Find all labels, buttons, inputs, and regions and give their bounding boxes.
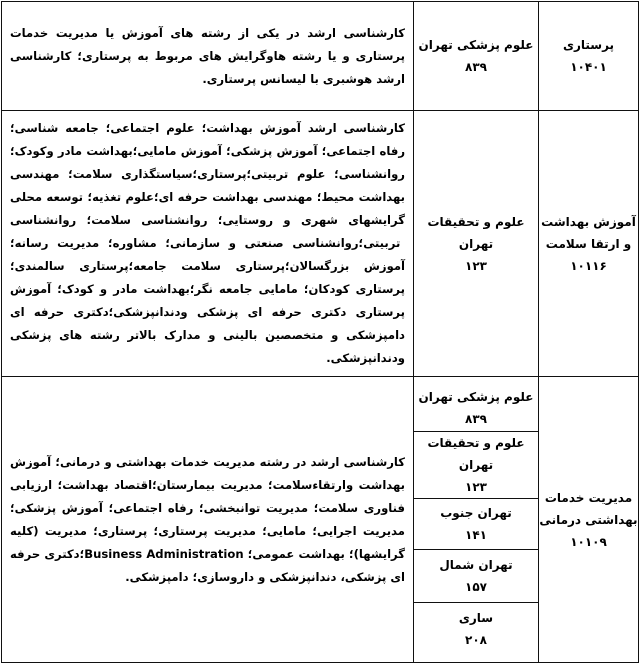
university-code: ۱۴۱ <box>465 527 487 542</box>
requirement-line: کارشناسی ارشد در رشته مدیریت خدمات بهداشتی و درمانی؛ آموزش بهداشت <box>10 454 405 492</box>
requirement-line: مدیریت پرستاری؛ پرستاری؛ مدیریت (کلیه گرایشها)؛ بهداشت عمومی؛ Business <box>10 523 405 561</box>
requirement-line: Administration؛دکتری حرفه ای پزشکی، دندانپزشکی و داروسازی؛ دامپزشکی. <box>10 546 405 584</box>
university-code: ۱۲۳ <box>465 258 487 273</box>
university-name: تهران <box>458 236 494 251</box>
program-name: پرستاری <box>562 38 615 52</box>
table-row-nursing <box>2 2 639 111</box>
requirement-line: مامایی جامعه نگر؛بهداشت مادر و کودک؛ آموزش پرستاری دکتری حرفه ای پزشکی <box>10 282 405 319</box>
university-code: ۸۳۹ <box>465 60 487 74</box>
program-name: بهداشتی درمانی <box>539 512 638 527</box>
university-name: ساری <box>458 610 494 625</box>
requirement-line: حرفه ای؛علوم تغذیه؛ توسعه محلی گرایشهای شهری و روستایی؛ روانشناسی <box>10 190 405 227</box>
program-cell <box>539 111 639 377</box>
program-name: مدیریت خدمات <box>544 490 633 505</box>
program-code: ۱۰۴۰۱ <box>570 60 607 74</box>
table-row-health-services-management <box>2 377 639 663</box>
requirements-cell <box>2 2 414 111</box>
university-code: ۱۵۷ <box>465 579 487 594</box>
admission-requirements-document <box>1 1 639 647</box>
requirement-line: لیسانس پرستاری. <box>202 71 307 86</box>
requirements-cell <box>2 377 414 663</box>
university-list-cell <box>414 377 539 663</box>
program-code: ۱۰۱۰۹ <box>570 534 607 549</box>
requirement-line: سلامت؛ روانشناسی تربیتی؛روانشناسی صنعتی و سازمانی؛ مشاوره؛ مدیریت رسانه؛ <box>10 213 401 250</box>
university-item <box>414 431 538 498</box>
requirement-line: اجتماعی؛ آموزش پزشکی؛ آموزش مامایی؛بهداشت مادر وکودک؛ روانشناسی؛ علوم <box>10 144 405 181</box>
university-item <box>414 385 538 432</box>
university-name: علوم و تحقیقات <box>427 435 525 450</box>
requirement-line: کارشناسی ارشد آموزش بهداشت؛ علوم اجتماعی؛ جامعه شناسی؛ رفاه <box>10 121 406 158</box>
requirement-line: رشته هاوگرایش های مربوط به پرستاری؛ کارشناسی ارشد هوشبری با <box>10 48 405 86</box>
university-code: ۱۲۳ <box>465 479 487 494</box>
university-item <box>414 549 538 602</box>
requirement-line: رشته های پزشکی ودندانپزشکی. <box>10 328 405 365</box>
university-name: علوم پزشکی تهران <box>418 389 534 404</box>
requirement-line: آموزش بزرگسالان؛پرستاری سلامت جامعه؛پرستاری سالمندی؛ پرستاری کودکان؛ <box>10 259 405 296</box>
university-list <box>414 385 538 655</box>
university-cell <box>414 2 539 111</box>
requirement-line: ودندانپزشکی؛دکتری حرفه ای دامپزشکی و متخصصین بالینی و مدارک بالاتر <box>10 305 405 342</box>
university-name: تهران جنوب <box>440 505 512 520</box>
university-name: تهران <box>458 457 494 472</box>
program-cell <box>539 377 639 663</box>
requirements-cell <box>2 111 414 377</box>
university-cell <box>414 111 539 377</box>
program-name: آموزش بهداشت <box>541 214 636 229</box>
university-name: علوم پزشکی تهران <box>418 38 534 52</box>
requirement-line: مدیریت توانبخشی؛ رفاه اجتماعی؛ آموزش پزشکی؛ مدیریت اجرایی؛ مامایی؛ <box>10 500 405 538</box>
requirement-line: وارتقاءسلامت؛ مدیریت بیمارستان؛اقتصاد بهداشت؛ ارزیابی فناوری سلامت؛ <box>10 477 405 515</box>
program-code: ۱۰۱۱۶ <box>570 258 607 273</box>
university-name: علوم و تحقیقات <box>427 214 525 229</box>
program-cell <box>539 2 639 111</box>
requirement-line: تربیتی؛پرستاری؛سیاستگذاری سلامت؛ مهندسی بهداشت محیط؛ مهندسی بهداشت <box>10 167 406 204</box>
university-name: تهران شمال <box>439 557 513 572</box>
requirements-table <box>1 1 639 663</box>
program-name: و ارتقا سلامت <box>545 236 632 251</box>
university-item <box>414 602 538 655</box>
university-code: ۲۰۸ <box>465 632 487 647</box>
university-code: ۸۳۹ <box>465 411 487 426</box>
university-item <box>414 498 538 549</box>
requirement-line: کارشناسی ارشد در یکی از رشته های آموزش یا مدیریت خدمات پرستاری و یا <box>10 25 405 63</box>
table-row-health-education <box>2 111 639 377</box>
